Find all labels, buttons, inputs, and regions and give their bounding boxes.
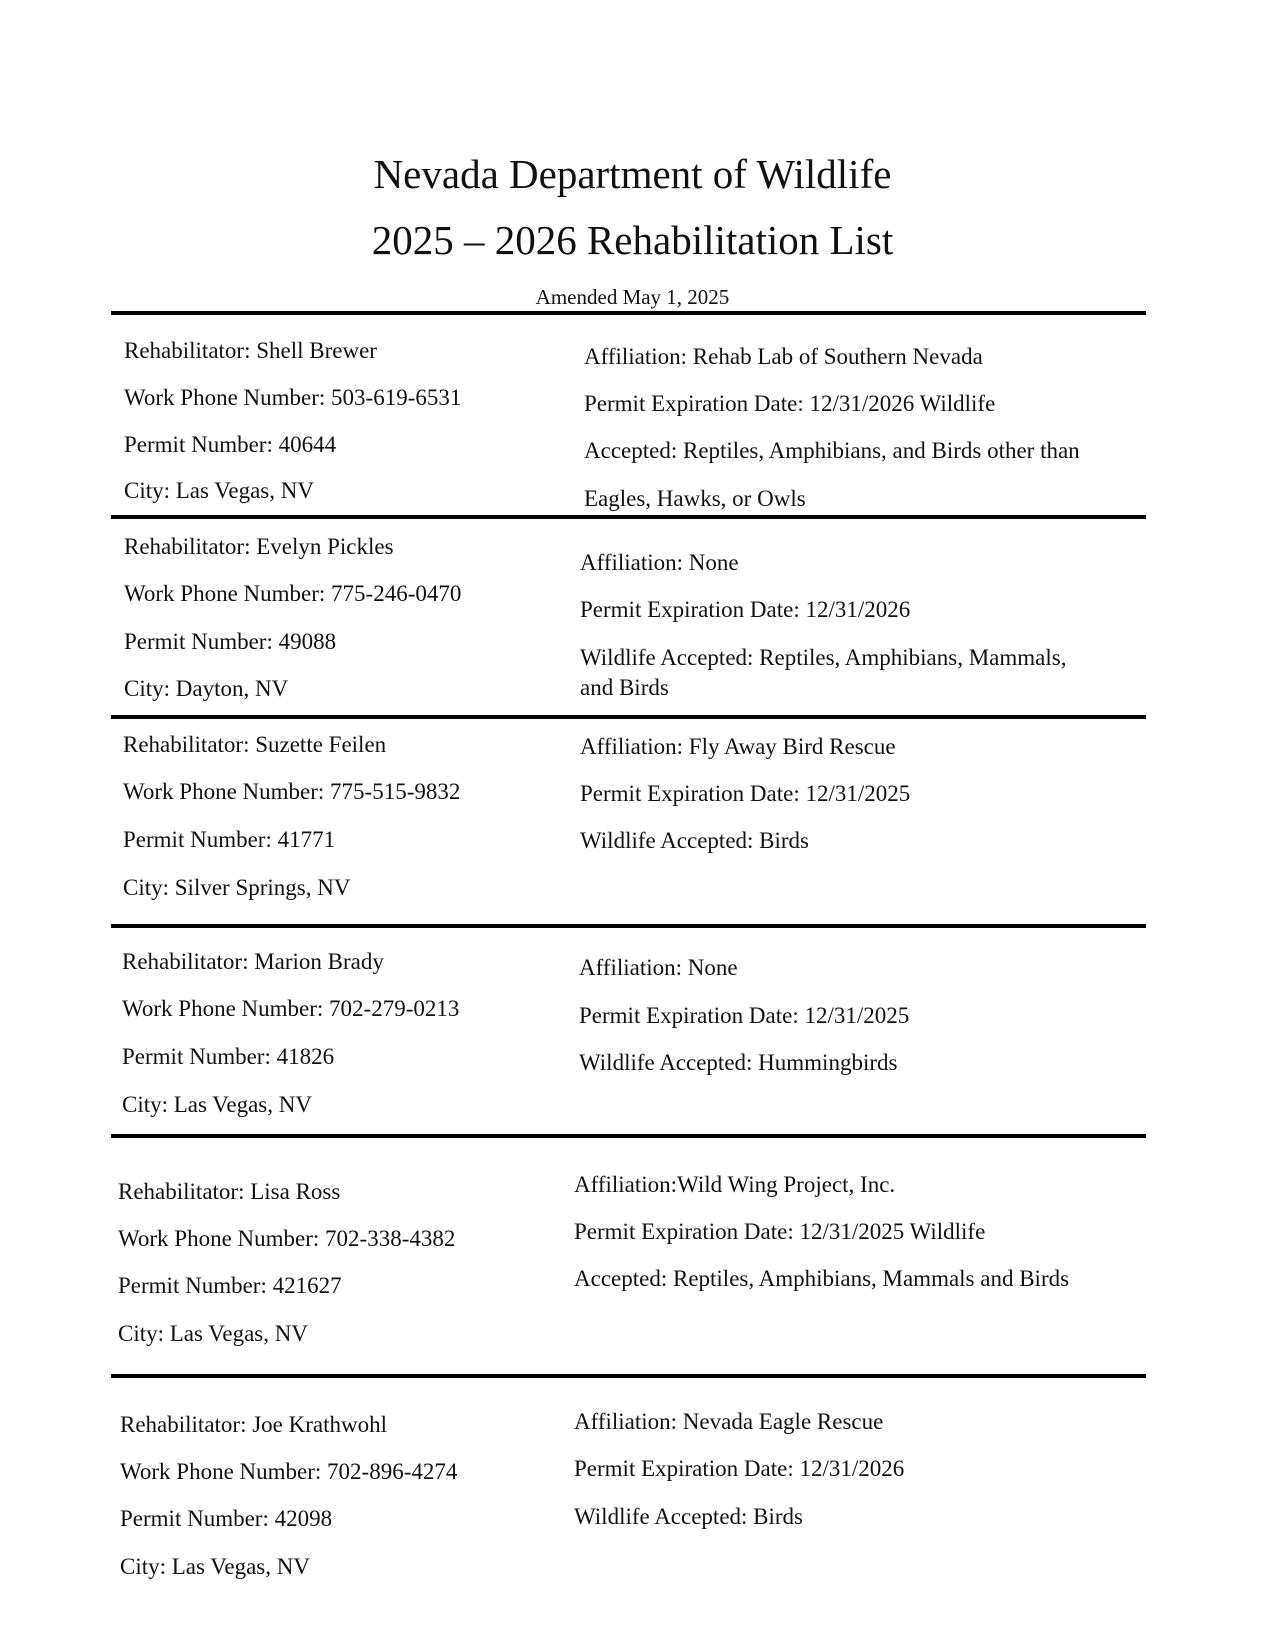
document-title: Nevada Department of Wildlife [373, 151, 892, 197]
permit-expiration: Permit Expiration Date: 12/31/2025 [580, 781, 911, 806]
permit-number: Permit Number: 42098 [120, 1506, 333, 1531]
divider-rule [111, 515, 1146, 519]
rehabilitator-name: Rehabilitator: Marion Brady [122, 949, 384, 974]
permit-expiration: Permit Expiration Date: 12/31/2025 [579, 1003, 910, 1028]
city: City: Las Vegas, NV [124, 478, 314, 503]
city: City: Las Vegas, NV [122, 1092, 312, 1117]
permit-expiration: Permit Expiration Date: 12/31/2026 Wildlife [584, 391, 996, 416]
affiliation: Affiliation: None [580, 550, 739, 575]
permit-expiration: Permit Expiration Date: 12/31/2025 Wildlife [574, 1219, 986, 1244]
permit-expiration: Permit Expiration Date: 12/31/2026 [574, 1456, 905, 1481]
work-phone: Work Phone Number: 503-619-6531 [124, 385, 462, 410]
rehabilitator-name: Rehabilitator: Lisa Ross [118, 1179, 341, 1204]
wildlife-accepted: Wildlife Accepted: Birds [580, 828, 810, 853]
wildlife-accepted: Accepted: Reptiles, Amphibians, Mammals and Birds [574, 1266, 1070, 1291]
affiliation: Affiliation: Nevada Eagle Rescue [574, 1409, 884, 1434]
amended-date: Amended May 1, 2025 [535, 285, 730, 309]
work-phone: Work Phone Number: 702-279-0213 [122, 996, 460, 1021]
rehabilitator-name: Rehabilitator: Shell Brewer [124, 338, 377, 363]
city: City: Las Vegas, NV [118, 1321, 308, 1346]
permit-number: Permit Number: 49088 [124, 629, 337, 654]
wildlife-accepted: Wildlife Accepted: Reptiles, Amphibians, Mammals, [580, 645, 1067, 670]
affiliation: Affiliation: None [579, 955, 738, 980]
permit-number: Permit Number: 40644 [124, 432, 337, 457]
divider-rule [111, 311, 1146, 315]
rehabilitator-name: Rehabilitator: Joe Krathwohl [120, 1412, 387, 1437]
affiliation: Affiliation: Fly Away Bird Rescue [580, 734, 896, 759]
permit-number: Permit Number: 421627 [118, 1273, 342, 1298]
work-phone: Work Phone Number: 702-338-4382 [118, 1226, 456, 1251]
divider-rule [111, 1134, 1146, 1138]
rehabilitator-name: Rehabilitator: Suzette Feilen [123, 732, 387, 757]
document-subtitle: 2025 – 2026 Rehabilitation List [371, 217, 894, 263]
divider-rule [111, 715, 1146, 719]
wildlife-accepted-continued: and Birds [580, 675, 669, 700]
affiliation: Affiliation:Wild Wing Project, Inc. [574, 1172, 896, 1197]
divider-rule [111, 1374, 1146, 1378]
work-phone: Work Phone Number: 775-246-0470 [124, 581, 462, 606]
wildlife-accepted: Wildlife Accepted: Birds [574, 1504, 804, 1529]
work-phone: Work Phone Number: 775-515-9832 [123, 779, 461, 804]
wildlife-accepted: Accepted: Reptiles, Amphibians, and Birds other than [584, 438, 1080, 463]
permit-number: Permit Number: 41826 [122, 1044, 335, 1069]
city: City: Dayton, NV [124, 676, 289, 701]
divider-rule [111, 924, 1146, 928]
city: City: Silver Springs, NV [123, 875, 351, 900]
wildlife-accepted: Wildlife Accepted: Hummingbirds [579, 1050, 898, 1075]
city: City: Las Vegas, NV [120, 1554, 310, 1579]
work-phone: Work Phone Number: 702-896-4274 [120, 1459, 458, 1484]
affiliation: Affiliation: Rehab Lab of Southern Nevada [584, 344, 983, 369]
wildlife-accepted-continued: Eagles, Hawks, or Owls [584, 486, 806, 511]
rehabilitator-name: Rehabilitator: Evelyn Pickles [124, 534, 394, 559]
permit-number: Permit Number: 41771 [123, 827, 336, 852]
permit-expiration: Permit Expiration Date: 12/31/2026 [580, 597, 911, 622]
